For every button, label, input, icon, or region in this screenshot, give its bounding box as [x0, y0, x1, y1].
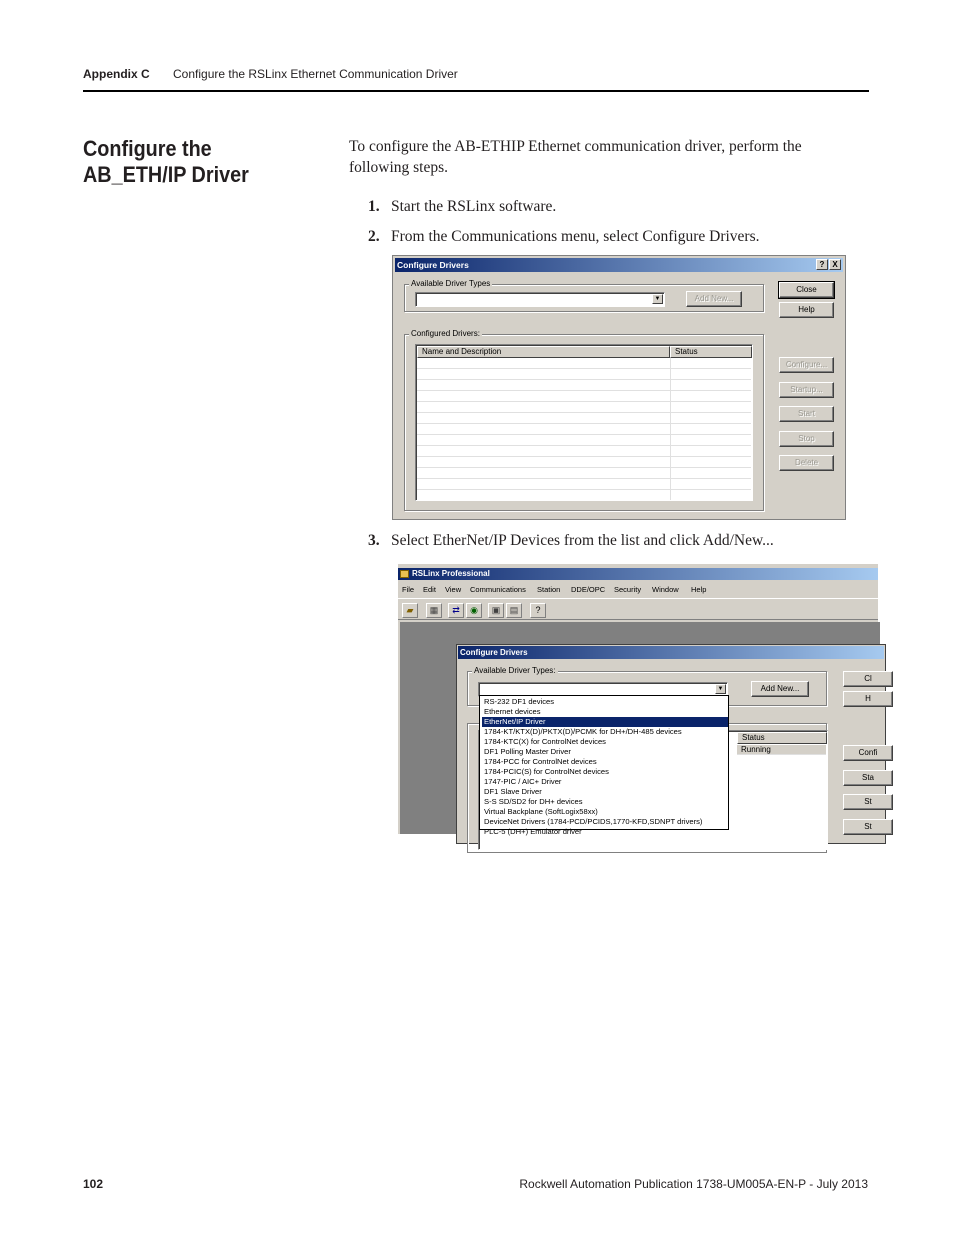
step-2	[368, 227, 760, 247]
menu-window[interactable]: Window	[652, 585, 679, 594]
driver-option-ss-sd[interactable]: S-S SD/SD2 for DH+ devices	[484, 797, 583, 806]
startup-button[interactable]: Sta	[843, 770, 893, 786]
configure-button[interactable]: Confi	[843, 745, 893, 761]
driver-option-1784-pcc[interactable]: 1784-PCC for ControlNet devices	[484, 757, 597, 766]
page-header	[83, 66, 869, 92]
driver-option-df1-slave[interactable]: DF1 Slave Driver	[484, 787, 542, 796]
publication-info: Rockwell Automation Publication 1738-UM005A-EN-P - July 2013	[519, 1177, 868, 1191]
driver-option-virtual-backplane[interactable]: Virtual Backplane (SoftLogix58xx)	[484, 807, 598, 816]
driver-option-1784-ktc[interactable]: 1784-KTC(X) for ControlNet devices	[484, 737, 606, 746]
rswho-icon[interactable]: ⇄	[448, 603, 464, 618]
status-value: Running	[741, 745, 771, 754]
driver-option-df1-polling-master[interactable]: DF1 Polling Master Driver	[484, 747, 571, 756]
section-title: Configure the AB_ETH/IP Driver	[83, 136, 249, 187]
driver-option-rs232-df1[interactable]: RS-232 DF1 devices	[484, 697, 555, 706]
stop-button[interactable]: Stop	[779, 431, 834, 447]
add-new-button[interactable]: Add New...	[751, 681, 809, 697]
diagnostics-icon[interactable]: ▤	[506, 603, 522, 618]
menu-help[interactable]: Help	[691, 585, 707, 594]
stop-button[interactable]: St	[843, 819, 893, 835]
close-button[interactable]: Cl	[843, 671, 893, 687]
toolbar	[398, 598, 878, 620]
driver-option-plc5-emulator[interactable]: PLC-5 (DH+) Emulator driver	[484, 827, 582, 836]
configure-drivers-dialog-2	[456, 644, 886, 844]
dialog-title: Configure Drivers	[397, 260, 469, 270]
chevron-down-icon[interactable]: ▼	[652, 294, 663, 304]
driver-option-1747-pic[interactable]: 1747-PIC / AIC+ Driver	[484, 777, 562, 786]
menu-edit[interactable]: Edit	[423, 585, 436, 594]
step-number: 1.	[368, 198, 380, 215]
configured-drivers-label: Configured Drivers:	[411, 329, 480, 338]
chevron-down-icon[interactable]: ▼	[715, 684, 726, 694]
available-driver-types-group	[404, 279, 764, 312]
menu-communications[interactable]: Communications	[470, 585, 526, 594]
list-row	[417, 436, 751, 446]
driver-type-dropdown-list[interactable]	[479, 695, 729, 836]
driver-option-1784-pcic[interactable]: 1784-PCIC(S) for ControlNet devices	[484, 767, 609, 776]
start-button[interactable]: Start	[779, 406, 834, 422]
list-row	[417, 447, 751, 457]
menu-file[interactable]: File	[402, 585, 415, 594]
list-row	[417, 381, 751, 391]
menu-bar	[398, 584, 878, 596]
name-column-header[interactable]: Name and Description	[417, 346, 670, 358]
driver-type-combo[interactable]	[415, 292, 665, 307]
menu-security[interactable]: Security	[614, 585, 642, 594]
list-row	[417, 425, 751, 435]
list-row	[417, 392, 751, 402]
header-title: Configure the RSLinx Ethernet Communication Driver	[173, 67, 458, 81]
help-button[interactable]: Help	[779, 302, 834, 318]
add-new-button[interactable]: Add New...	[686, 291, 742, 307]
dialog-titlebar	[458, 646, 884, 659]
step-3	[368, 531, 774, 551]
list-row	[417, 469, 751, 479]
list-row	[417, 414, 751, 424]
app-titlebar	[398, 568, 878, 580]
open-folder-icon[interactable]: ▰	[402, 603, 418, 618]
driver-option-1784-kt[interactable]: 1784-KT/KTX(D)/PKTX(D)/PCMK for DH+/DH-485 devices	[484, 727, 682, 736]
available-driver-types-label: Available Driver Types:	[474, 666, 556, 675]
configured-drivers-list[interactable]	[415, 344, 753, 501]
menu-dde-opc[interactable]: DDE/OPC	[571, 585, 606, 594]
appendix-label: Appendix C	[83, 67, 150, 81]
help-title-button[interactable]: ?	[816, 259, 828, 270]
startup-button[interactable]: Startup...	[779, 382, 834, 398]
list-row	[417, 403, 751, 413]
driver-option-ethernet-devices[interactable]: Ethernet devices	[484, 707, 541, 716]
step-1	[368, 197, 556, 217]
dialog-title: Configure Drivers	[460, 648, 528, 657]
dialog-titlebar	[395, 258, 843, 272]
help-button[interactable]: H	[843, 691, 893, 707]
driver-option-devicenet[interactable]: DeviceNet Drivers (1784-PCD/PCIDS,1770-KFD,SDNPT drivers)	[484, 817, 703, 826]
rslinx-screenshot	[392, 562, 878, 836]
menu-station[interactable]: Station	[537, 585, 561, 594]
configure-button[interactable]: Configure...	[779, 357, 834, 373]
network-icon[interactable]: ▦	[426, 603, 442, 618]
page-number: 102	[83, 1177, 104, 1191]
start-button[interactable]: St	[843, 794, 893, 810]
configured-drivers-group	[404, 329, 764, 511]
intro-paragraph: To configure the AB-ETHIP Ethernet communication driver, perform the following steps.	[349, 138, 802, 176]
step-text: Start the RSLinx software.	[391, 198, 557, 215]
step-text: Select EtherNet/IP Devices from the list and click Add/New...	[391, 532, 774, 549]
close-button[interactable]: Close	[779, 282, 834, 298]
rslinx-app-icon	[400, 570, 409, 578]
driver-icon[interactable]: ◉	[466, 603, 482, 618]
close-title-button[interactable]: X	[829, 259, 841, 270]
driver-option-ethernet-ip[interactable]: EtherNet/IP Driver	[482, 717, 728, 727]
step-number: 3.	[368, 532, 380, 549]
list-row	[417, 458, 751, 468]
rslinx-window	[398, 564, 878, 834]
context-help-icon[interactable]: ?	[530, 603, 546, 618]
station-icon[interactable]: ▣	[488, 603, 504, 618]
app-title: RSLinx Professional	[412, 569, 490, 578]
configure-drivers-dialog	[392, 255, 846, 520]
available-driver-types-label: Available Driver Types	[411, 279, 491, 288]
list-row	[417, 370, 751, 380]
menu-view[interactable]: View	[445, 585, 462, 594]
status-column-header[interactable]: Status	[737, 732, 827, 744]
list-row	[737, 745, 826, 755]
status-column-header[interactable]: Status	[670, 346, 752, 358]
list-row	[417, 359, 751, 369]
step-text: From the Communications menu, select Configure Drivers.	[391, 228, 760, 245]
delete-button[interactable]: Delete	[779, 455, 834, 471]
step-number: 2.	[368, 228, 380, 245]
list-row	[417, 480, 751, 490]
